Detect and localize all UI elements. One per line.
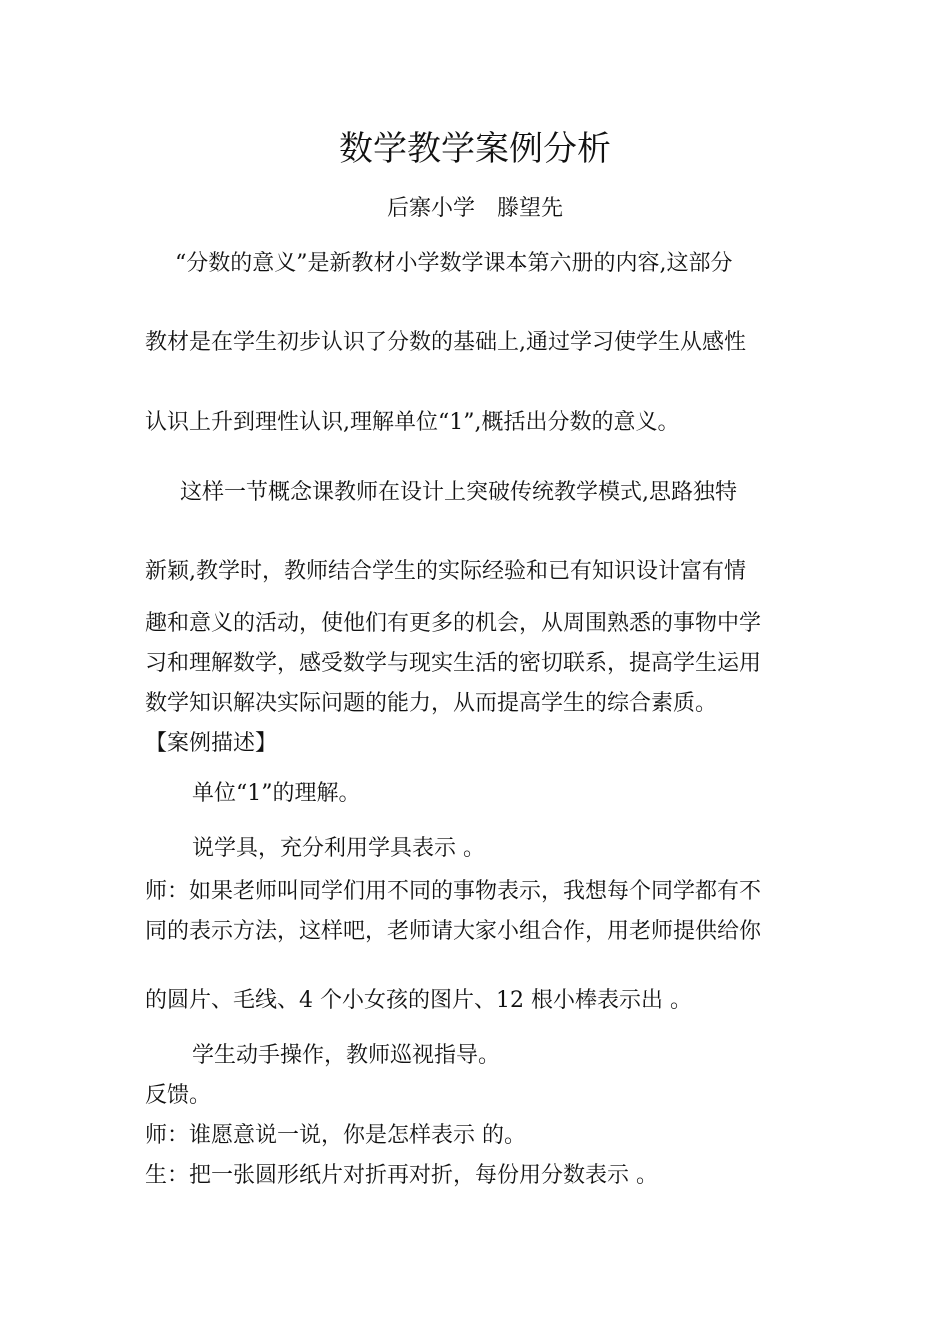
paragraph-line: 说学具，充分利用学具表示 。 bbox=[192, 836, 485, 861]
paragraph-line: 认识上升到理性认识,理解单位“1”,概括出分数的意义。 bbox=[145, 410, 680, 435]
paragraph-line: 师：如果老师叫同学们用不同的事物表示，我想每个同学都有不 bbox=[145, 879, 762, 904]
section-heading: 【案例描述】 bbox=[145, 731, 278, 756]
paragraph-line: 师：谁愿意说一说，你是怎样表示 的。 bbox=[145, 1123, 526, 1148]
paragraph-line: 反馈。 bbox=[145, 1083, 212, 1108]
paragraph-line: 新颖,教学时，教师结合学生的实际经验和已有知识设计富有情 bbox=[145, 559, 746, 584]
paragraph-line: 单位“1”的理解。 bbox=[192, 781, 361, 806]
paragraph-line: 教材是在学生初步认识了分数的基础上,通过学习使学生从感性 bbox=[145, 330, 746, 355]
paragraph-line: 趣和意义的活动，使他们有更多的机会，从周围熟悉的事物中学 bbox=[145, 611, 762, 636]
paragraph-line: 数学知识解决实际问题的能力，从而提高学生的综合素质。 bbox=[145, 691, 718, 716]
paragraph-line: 的圆片、毛线、4 个小女孩的图片、12 根小棒表示出 。 bbox=[145, 988, 692, 1013]
document-author: 后寨小学 滕望先 bbox=[386, 196, 563, 221]
paragraph-line: 习和理解数学，感受数学与现实生活的密切联系，提高学生运用 bbox=[145, 651, 762, 676]
document-title: 数学教学案例分析 bbox=[339, 129, 611, 169]
paragraph-line: 生：把一张圆形纸片对折再对折，每份用分数表示 。 bbox=[145, 1163, 658, 1188]
paragraph-line: “分数的意义”是新教材小学数学课本第六册的内容,这部分 bbox=[175, 251, 733, 276]
paragraph-line: 学生动手操作，教师巡视指导。 bbox=[192, 1043, 501, 1068]
paragraph-line: 这样一节概念课教师在设计上突破传统教学模式,思路独特 bbox=[180, 480, 737, 505]
paragraph-line: 同的表示方法，这样吧，老师请大家小组合作，用老师提供给你 bbox=[145, 919, 762, 944]
